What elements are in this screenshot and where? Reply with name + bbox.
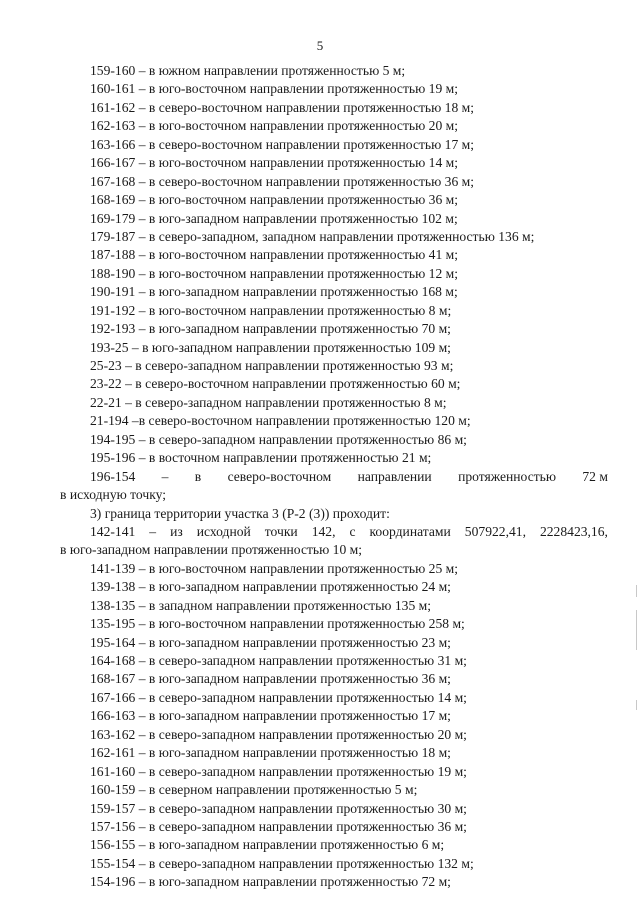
boundary-line: 161-160 – в северо-западном направлении протяженностью 19 м; (90, 763, 467, 779)
boundary-line: 191-192 – в юго-восточном направлении протяженностью 8 м; (90, 302, 452, 318)
boundary-line: 195-196 – в восточном направлении протяженностью 21 м; (90, 450, 432, 466)
boundary-line: 187-188 – в юго-восточном направлении протяженностью 41 м; (90, 247, 459, 263)
word: из (170, 523, 183, 539)
word: 142-141 (90, 523, 136, 539)
boundary-line: 139-138 – в юго-западном направлении протяженностью 24 м; (90, 579, 451, 595)
boundary-line: 159-157 – в северо-западном направлении протяженностью 30 м; (90, 800, 467, 816)
boundary-line: 164-168 – в северо-западном направлении протяженностью 31 м; (90, 653, 467, 668)
word: 507922,41, (464, 523, 526, 539)
word: – (149, 523, 157, 539)
boundary-line-196-154 (60, 468, 608, 486)
boundary-line: 163-162 – в северо-западном направлении протяженностью 20 м; (90, 726, 467, 742)
boundary-line-continuation: в исходную точку; (60, 487, 167, 503)
boundary-line: 162-161 – в юго-западном направлении протяженностью 18 м; (90, 745, 451, 761)
boundary-line: 167-168 – в северо-восточном направлении протяженностью 36 м; (90, 173, 475, 189)
boundary-line: 190-191 – в юго-западном направлении протяженностью 168 м; (90, 284, 458, 300)
boundary-line: 163-166 – в северо-восточном направлении протяженностью 17 м; (90, 136, 475, 152)
boundary-line: 167-166 – в северо-западном направлении протяженностью 14 м; (90, 689, 467, 705)
scan-edge-mark (636, 610, 637, 650)
boundary-line: 179-187 – в северо-западном, западном направлении протяженностью 136 м; (90, 228, 535, 244)
boundary-line: 169-179 – в юго-западном направлении протяженностью 102 м; (90, 210, 458, 226)
boundary-line: 135-195 – в юго-восточном направлении протяженностью 258 м; (90, 616, 465, 632)
boundary-line: 25-23 – в северо-западном направлении протяженностью 93 м; (90, 358, 454, 373)
word: – (161, 468, 169, 484)
boundary-line: 156-155 – в юго-западном направлении протяженностью 6 м; (90, 837, 445, 853)
scan-edge-mark (636, 585, 637, 597)
word: с (349, 523, 356, 539)
word: направлении (357, 468, 432, 484)
word: протяженностью (458, 468, 557, 484)
word: 142, (311, 523, 336, 539)
boundary-line: 21-194 –в северо-восточном направлении протяженностью 120 м; (90, 413, 471, 429)
boundary-line: 159-160 – в южном направлении протяженностью 5 м; (90, 63, 406, 78)
word: 2228423,16, (539, 523, 608, 539)
word: координатами (369, 523, 451, 539)
boundary-line-continuation: в юго-западном направлении протяженностью 10 м; (60, 542, 363, 558)
boundary-line: 160-159 – в северном направлении протяженностью 5 м; (90, 782, 418, 798)
boundary-line: 22-21 – в северо-западном направлении протяженностью 8 м; (90, 394, 447, 410)
boundary-line: 157-156 – в северо-западном направлении протяженностью 36 м; (90, 818, 467, 834)
boundary-line: 138-135 – в западном направлении протяженностью 135 м; (90, 597, 432, 613)
boundary-line: 23-22 – в северо-восточном направлении протяженностью 60 м; (90, 376, 461, 392)
boundary-line: 168-167 – в юго-западном направлении протяженностью 36 м; (90, 671, 451, 687)
word: в (194, 468, 202, 484)
section-3-heading: 3) граница территории участка 3 (Р-2 (3)) проходит: (90, 505, 390, 521)
boundary-line: 188-190 – в юго-восточном направлении протяженностью 12 м; (90, 265, 459, 281)
word: северо-восточном (227, 468, 332, 484)
boundary-line: 155-154 – в северо-западном направлении протяженностью 132 м; (90, 855, 474, 871)
boundary-line: 192-193 – в юго-западном направлении протяженностью 70 м; (90, 321, 451, 337)
boundary-line: 166-167 – в юго-восточном направлении протяженностью 14 м; (90, 155, 459, 171)
boundary-line: 161-162 – в северо-восточном направлении протяженностью 18 м; (90, 99, 475, 115)
word: 196-154 (90, 468, 136, 484)
word: точки (264, 523, 298, 539)
boundary-line-142-141 (60, 523, 608, 541)
page-number: 5 (316, 38, 324, 53)
scan-edge-mark (636, 700, 637, 710)
boundary-line: 160-161 – в юго-восточном направлении протяженностью 19 м; (90, 81, 459, 97)
boundary-line: 141-139 – в юго-восточном направлении протяженностью 25 м; (90, 560, 459, 576)
boundary-list-section-3 (60, 560, 608, 892)
boundary-line: 194-195 – в северо-западном направлении протяженностью 86 м; (90, 431, 467, 447)
document-body (60, 62, 608, 892)
boundary-list-section-2 (60, 62, 608, 468)
boundary-line: 168-169 – в юго-восточном направлении протяженностью 36 м; (90, 192, 459, 208)
word: 72 м (582, 468, 608, 484)
boundary-line: 195-164 – в юго-западном направлении протяженностью 23 м; (90, 634, 451, 650)
boundary-line: 193-25 – в юго-западном направлении протяженностью 109 м; (90, 339, 451, 355)
boundary-line: 162-163 – в юго-восточном направлении протяженностью 20 м; (90, 118, 459, 134)
boundary-line: 166-163 – в юго-западном направлении протяженностью 17 м; (90, 708, 451, 724)
word: исходной (196, 523, 251, 539)
boundary-line: 154-196 – в юго-западном направлении протяженностью 72 м; (90, 874, 451, 890)
